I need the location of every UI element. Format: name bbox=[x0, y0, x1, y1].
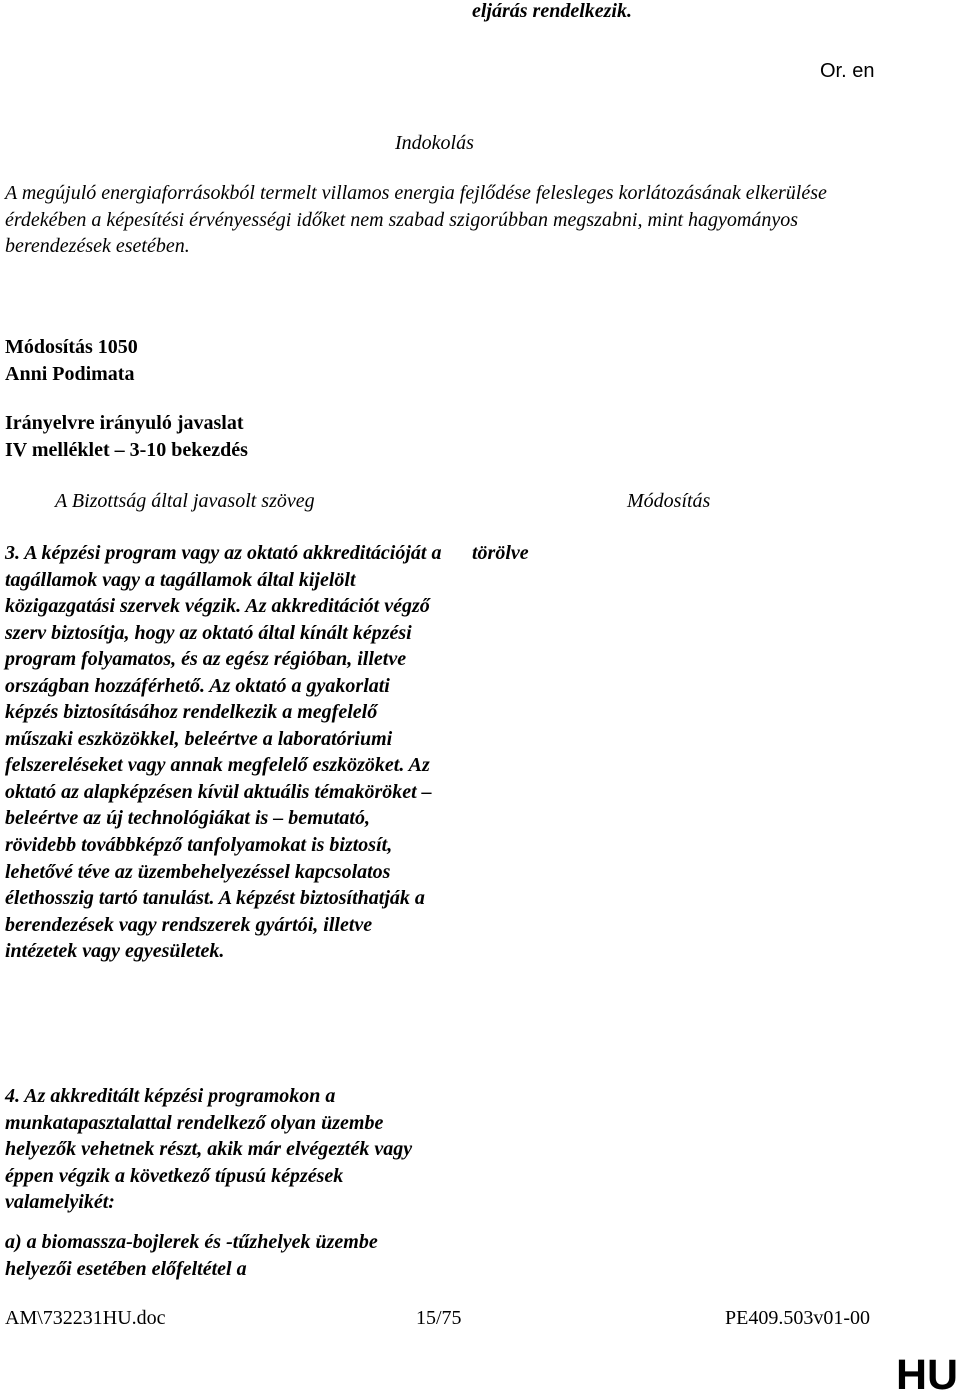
deleted-marker: törölve bbox=[472, 542, 529, 564]
footer-pe-reference: PE409.503v01-00 bbox=[725, 1307, 870, 1329]
language-code: HU bbox=[896, 1351, 959, 1399]
justification-text: A megújuló energiaforrásokból termelt villamos energia fejlődése felesleges korlátozásának elkerülése érdekében a képesítési érvényességi időket nem szabad szigorúbban megszabni, mint hagyományos berendezések esetében. bbox=[5, 182, 827, 257]
column-heading-commission: A Bizottság által javasolt szöveg bbox=[55, 490, 315, 512]
article-reference: IV melléklet – 3-10 bekezdés bbox=[5, 439, 248, 461]
justification-heading: Indokolás bbox=[395, 132, 474, 154]
proposal-reference: Irányelvre irányuló javaslat bbox=[5, 412, 244, 434]
footer-page-number: 15/75 bbox=[416, 1307, 462, 1329]
amendment-number: Módosítás 1050 bbox=[5, 336, 138, 358]
commission-paragraph-3: 3. A képzési program vagy az oktató akkreditációját a tagállamok vagy a tagállamok által kijelölt közigazgatási szervek végzik. Az akkreditációt végző szerv biztosítja, hogy az oktató által kínált képzési program folyamatos, és az egész régióban, illetve országban hozzáférhető. Az oktató a gyakorlati képzés biztosításához rendelkezik a megfelelő műszaki eszközökkel, beleértve a laboratóriumi felszereléseket vagy annak megfelelő eszközöket. Az oktató az alapképzésen kívül aktuális témaköröket – beleértve az új technológiákat is – bemutató, rövidebb továbbképző tanfolyamokat is biztosít, lehetővé téve az üzembehelyezéssel kapcsolatos élethosszig tartó tanulást. A képzést biztosíthatják a berendezések vagy rendszerek gyártói, illetve intézetek vagy egyesületek. bbox=[5, 542, 442, 963]
amendment-author: Anni Podimata bbox=[5, 363, 135, 385]
commission-paragraph-a: a) a biomassza-bojlerek és -tűzhelyek üzembe helyezői esetében előfeltétel a bbox=[5, 1231, 378, 1280]
continuation-text: eljárás rendelkezik. bbox=[472, 0, 632, 22]
column-heading-amendment: Módosítás bbox=[627, 490, 711, 512]
commission-paragraph-4: 4. Az akkreditált képzési programokon a munkatapasztalattal rendelkező olyan üzembe helyezők vehetnek részt, akik már elvégezték vagy éppen végzik a következő típusú képzések valamelyikét: bbox=[5, 1085, 413, 1214]
original-language-note: Or. en bbox=[820, 60, 875, 82]
footer-document-reference: AM\732231HU.doc bbox=[5, 1307, 166, 1329]
